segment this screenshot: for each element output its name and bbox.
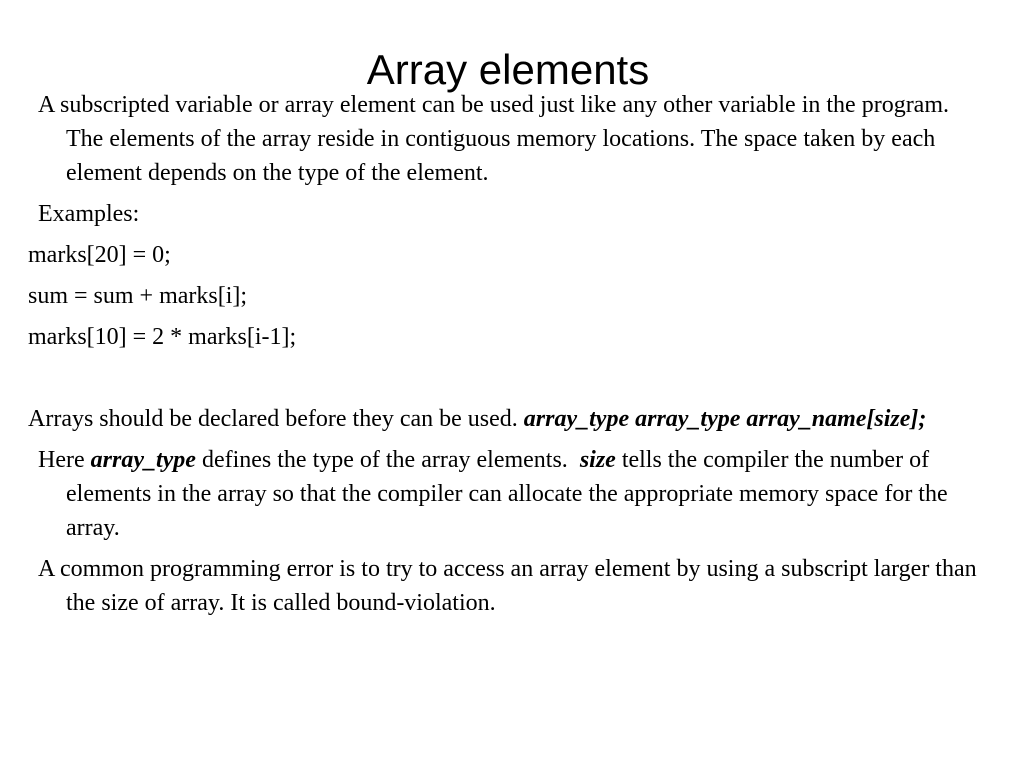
- term-size: size: [579, 447, 616, 473]
- array-type-description: defines the type of the array elements.: [201, 447, 568, 473]
- size-description: tells the compiler the number of elements in the array so that the compiler can allocate the appropriate memory space for the array.: [66, 447, 948, 541]
- here-text: Here: [38, 447, 85, 473]
- code-example-2: sum = sum + marks[i];: [28, 283, 248, 309]
- term-array-type: array_type: [90, 447, 196, 473]
- declaration-text: Arrays should be declared before they can be used.: [28, 406, 518, 432]
- paragraph-declaration: [28, 402, 988, 436]
- paragraph-array-type-size: [28, 443, 988, 545]
- paragraph-array-element-usage: A subscripted variable or array element can be used just like any other variable in the program. The elements of the array reside in contiguous memory locations. The space taken by each element depends on the type of the element.: [38, 92, 950, 186]
- declaration-syntax: array_type array_type array_name[size];: [523, 406, 927, 432]
- code-example-3: marks[10] = 2 * marks[i-1];: [28, 324, 297, 350]
- code-example-1: marks[20] = 0;: [28, 242, 171, 268]
- examples-label: Examples:: [38, 201, 140, 227]
- paragraph-bound-violation: A common programming error is to try to access an array element by using a subscript larger than the size of array. It is called bound-violation.: [38, 556, 977, 616]
- slide-body: [28, 88, 988, 620]
- slide-title: Array elements: [366, 46, 650, 93]
